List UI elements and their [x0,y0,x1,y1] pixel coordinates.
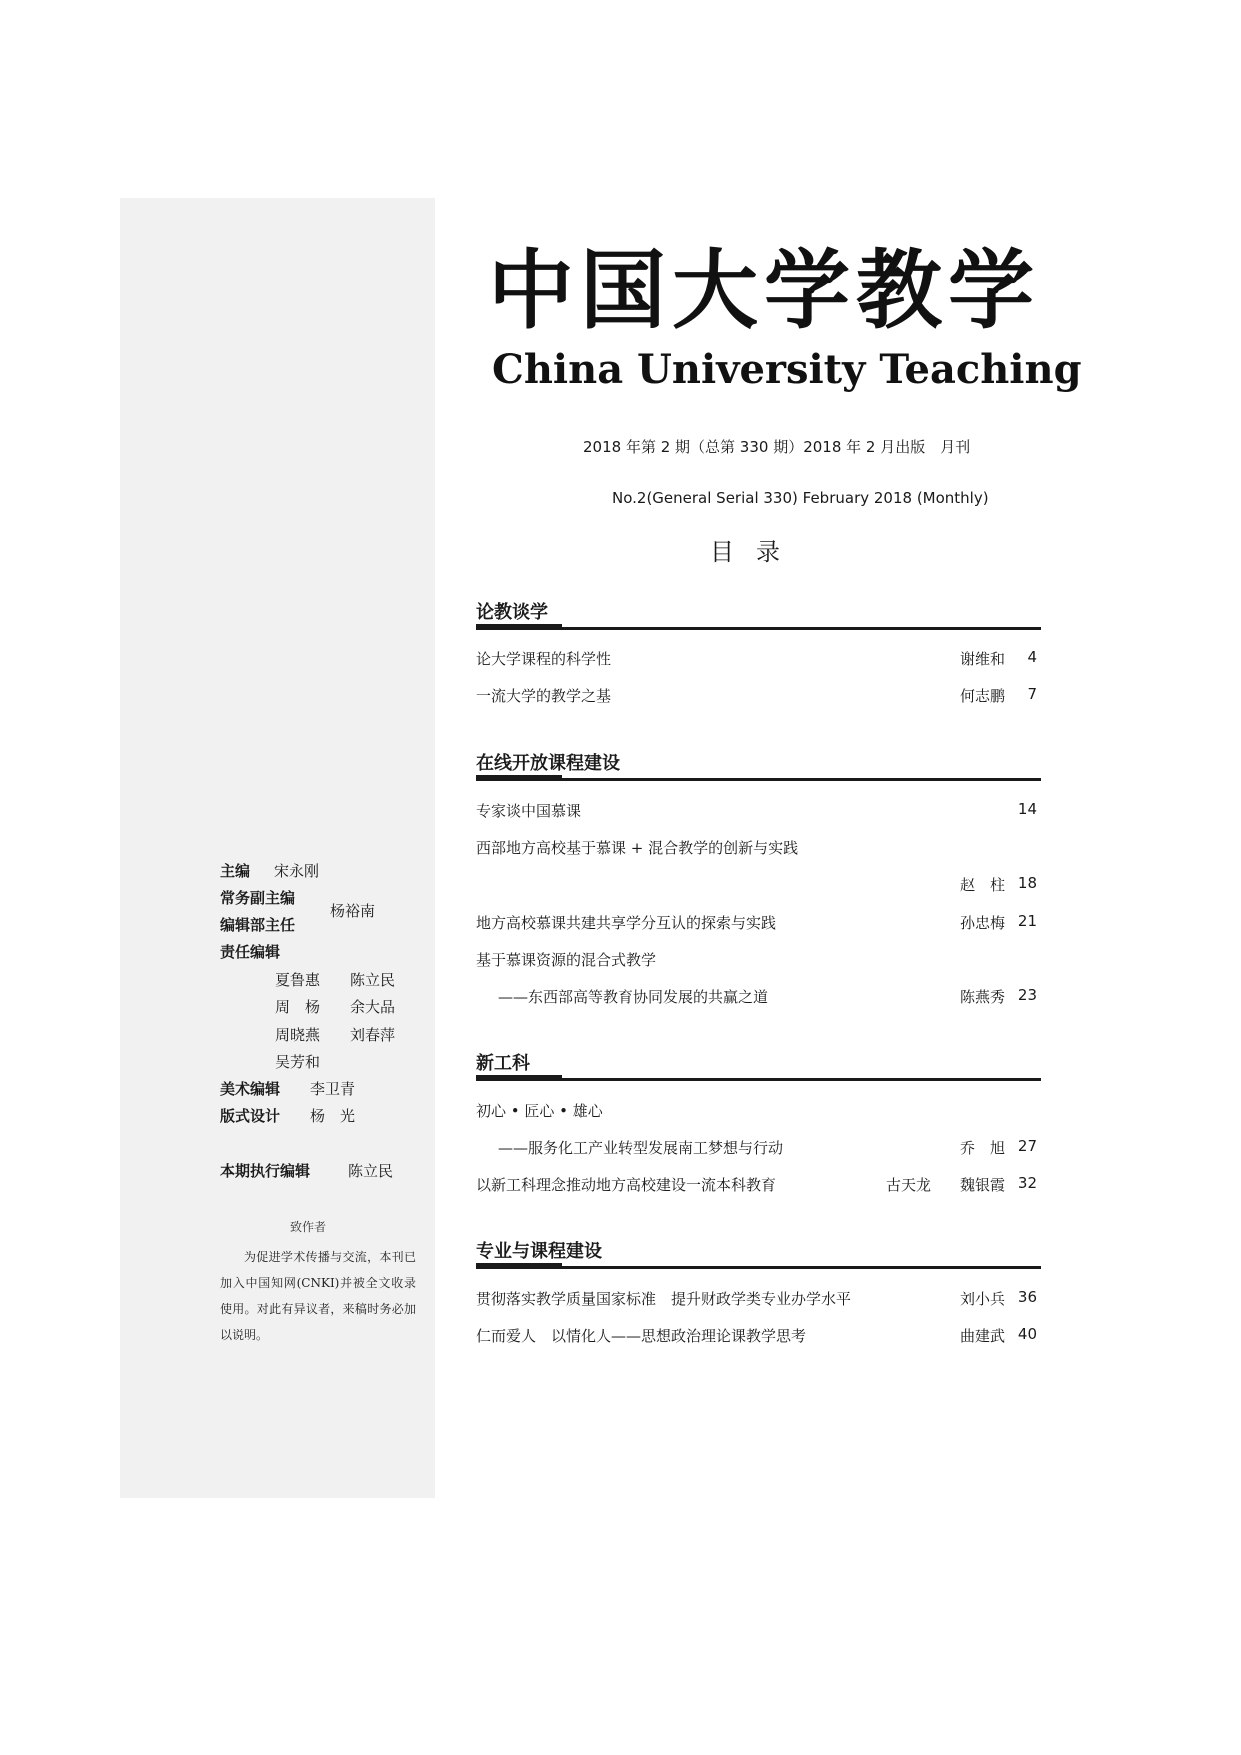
entry-page: 36 [1017,1288,1037,1306]
section-label: 专业与课程建设 [476,1241,602,1262]
toc-entry[interactable] [476,949,1041,971]
entry-subtitle: ——服务化工产业转型发展南工梦想与行动 [498,1139,784,1157]
responsible-editor: 周 杨 [275,998,321,1016]
entry-title: 基于慕课资源的混合式教学 [476,951,657,969]
journal-title-en: China University Teaching [492,346,1082,393]
section-label: 在线开放课程建设 [476,753,620,774]
entry-author: 曲建武 [959,1327,1005,1345]
dept-director-role: 编辑部主任 [220,916,296,934]
section-header [476,1045,1041,1081]
entry-subtitle: ——东西部高等教育协同发展的共赢之道 [498,988,769,1006]
toc-entry[interactable] [476,837,1041,859]
deputy-director-name: 杨裕南 [330,902,376,920]
responsible-editor: 陈立民 [350,971,396,989]
layout-role: 版式设计 [220,1107,281,1125]
section-header [476,594,1041,630]
responsible-editor: 周晓燕 [275,1026,321,1044]
entry-author: 魏银霞 [959,1176,1005,1194]
entry-author: 何志鹏 [959,687,1005,705]
toc-entry[interactable] [476,912,1041,934]
toc-entry[interactable] [476,1325,1041,1347]
entry-page: 40 [1017,1325,1037,1343]
notice-body: 为促进学术传播与交流，本刊已加入中国知网(CNKI)并被全文收录使用。对此有异议者，来稿时务必加以说明。 [220,1250,416,1342]
section-rule-tab [476,1263,562,1268]
entry-title: 西部地方高校基于慕课 + 混合教学的创新与实践 [476,839,799,857]
toc-entry[interactable] [476,685,1041,707]
entry-author: 谢维和 [959,650,1005,668]
entry-page: 27 [1017,1137,1037,1155]
layout-name: 杨 光 [310,1107,356,1125]
chief-editor-role: 主编 [220,862,251,880]
section-label: 论教谈学 [476,602,548,623]
entry-page: 4 [1027,648,1037,666]
toc-entry[interactable] [476,648,1041,670]
toc-title: 目录 [710,538,802,566]
entry-title: 地方高校慕课共建共享学分互认的探索与实践 [476,914,777,932]
entry-author: 乔 旭 [959,1139,1005,1157]
entry-page: 18 [1017,874,1037,892]
issue-info-cn: 2018 年第 2 期（总第 330 期）2018 年 2 月出版 月刊 [583,438,971,456]
entry-title: 一流大学的教学之基 [476,687,612,705]
responsible-editor: 吴芳和 [275,1053,321,1071]
art-editor-name: 李卫青 [310,1080,356,1098]
responsible-editors-role: 责任编辑 [220,943,281,961]
toc-entry[interactable] [476,800,1041,822]
entry-coauthor: 古天龙 [885,1176,931,1194]
toc-entry-subtitle[interactable] [498,986,1041,1008]
exec-editor-name: 陈立民 [348,1162,394,1180]
entry-title: 初心 • 匠心 • 雄心 [476,1102,603,1120]
section-rule-tab [476,624,562,629]
section-rule-tab [476,1075,562,1080]
chief-editor-name: 宋永刚 [274,862,320,880]
entry-page: 32 [1017,1174,1037,1192]
deputy-chief-role: 常务副主编 [220,889,296,907]
responsible-editor: 夏鲁惠 [275,971,321,989]
journal-title-cn: 中国大学教学 [488,240,1040,341]
toc-entry-continuation[interactable] [476,874,1041,896]
entry-title: 论大学课程的科学性 [476,650,612,668]
exec-editor-role: 本期执行编辑 [220,1162,311,1180]
entry-author: 陈燕秀 [959,988,1005,1006]
art-editor-role: 美术编辑 [220,1080,281,1098]
notice-title: 致作者 [290,1220,327,1234]
entry-page: 14 [1017,800,1037,818]
section-label: 新工科 [476,1053,530,1074]
toc-entry[interactable] [476,1100,1041,1122]
entry-title: 贯彻落实教学质量国家标准 提升财政学类专业办学水平 [476,1290,852,1308]
toc-entry[interactable] [476,1174,1041,1196]
toc-entry[interactable] [476,1288,1041,1310]
entry-author: 赵 柱 [959,876,1005,894]
toc-entry-subtitle[interactable] [498,1137,1041,1159]
responsible-editor: 余大品 [350,998,396,1016]
entry-title: 以新工科理念推动地方高校建设一流本科教育 [476,1176,777,1194]
entry-page: 7 [1027,685,1037,703]
entry-page: 21 [1017,912,1037,930]
entry-author: 刘小兵 [959,1290,1005,1308]
section-header [476,745,1041,781]
section-header [476,1233,1041,1269]
issue-info-en: No.2(General Serial 330) February 2018 (Monthly) [612,489,989,507]
entry-title: 专家谈中国慕课 [476,802,582,820]
entry-author: 孙忠梅 [959,914,1005,932]
responsible-editor: 刘春萍 [350,1026,396,1044]
entry-page: 23 [1017,986,1037,1004]
section-rule-tab [476,775,562,780]
entry-title: 仁而爱人 以情化人——思想政治理论课教学思考 [476,1327,807,1345]
